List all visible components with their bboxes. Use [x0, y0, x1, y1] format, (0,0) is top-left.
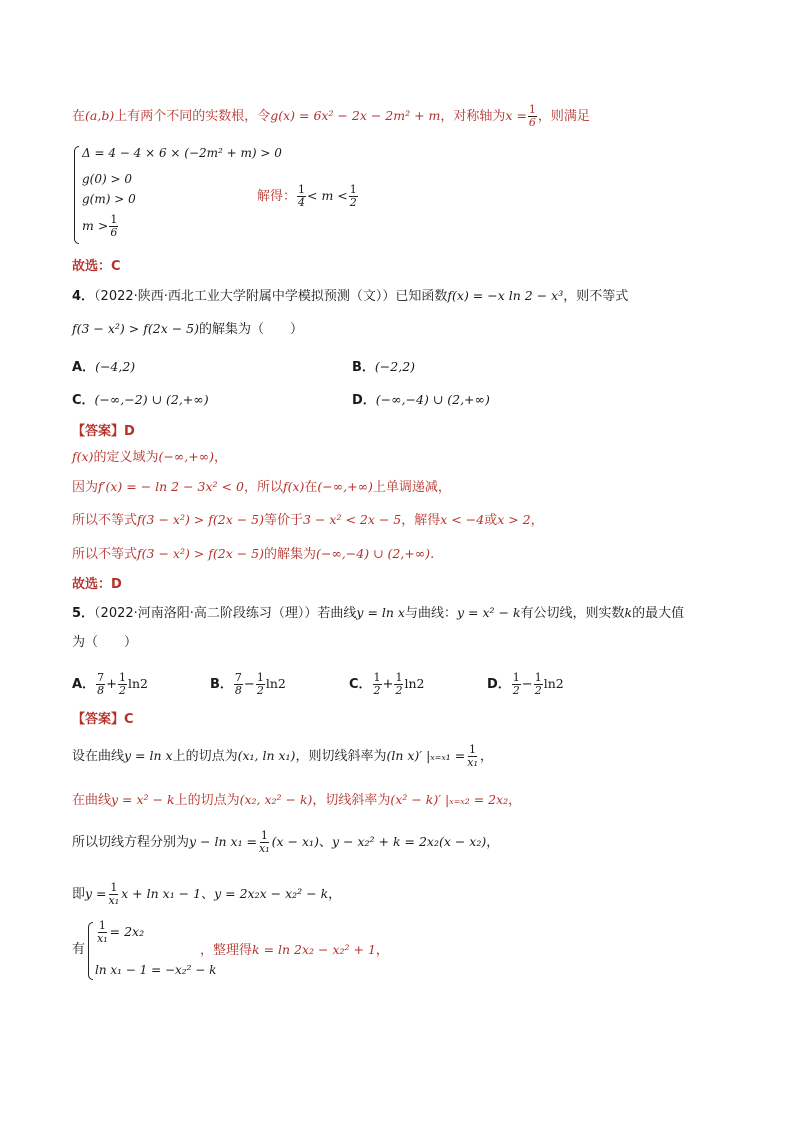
fraction: $\frac{1}{6}$ — [528, 103, 536, 129]
text: ，则满足 — [537, 109, 590, 124]
option-a[interactable]: A．(−4,2) — [72, 359, 136, 375]
system-row: ln x₁ − 1 = −x₂² − k — [95, 963, 217, 977]
solution-line: 在曲线y = x² − k上的切点为(x₂, x₂² − k)，切线斜率为(x² − k)′ |ₓ₌ₓ₂ = 2x₂， — [72, 792, 522, 808]
option-b[interactable]: B． $\frac{7}{8}$ − $\frac{1}{2}$ ln2 — [210, 671, 286, 697]
text-line-1 — [72, 104, 590, 129]
solution-line: 所以不等式f(3 − x²) > f(2x − 5)等价于3 − x² < 2x − 5，解得x < −4或x > 2， — [72, 512, 544, 528]
solution-line: ，整理得k = ln 2x₂ − x₂² + 1， — [200, 942, 389, 958]
solution-line: 所以切线方程分别为y − ln x₁ = $\frac{1}{\text{x₁}}$ (x − x₁)、y − x₂² + k = 2x₂(x − x₂)， — [72, 829, 500, 855]
answer-choice: 故选：D — [72, 577, 122, 592]
left-brace — [88, 922, 93, 980]
option-d[interactable]: D． $\frac{1}{2}$ − $\frac{1}{2}$ ln2 — [487, 671, 564, 697]
solution-line: 所以不等式f(3 − x²) > f(2x − 5)的解集为(−∞,−4) ∪ (2,+∞). — [72, 546, 435, 562]
answer-choice: 故选：C — [72, 259, 121, 274]
system-row: $\frac{1}{\text{x₁}}$ = 2x₂ — [97, 919, 145, 945]
question-5: 5．（2022·河南洛阳·高二阶段练习（理））若曲线y = ln x与曲线：y = x² − k有公切线，则实数k的最大值 — [72, 605, 685, 621]
solution-line: 因为f′(x) = − ln 2 − 3x² < 0，所以f(x)在(−∞,+∞)上单调递减， — [72, 479, 451, 495]
option-c[interactable]: C．(−∞,−2) ∪ (2,+∞) — [72, 392, 209, 408]
question-5-line2: 为（ ） — [72, 635, 138, 650]
option-b[interactable]: B．(−2,2) — [352, 359, 416, 375]
solution-line: 即y = $\frac{1}{\text{x₁}}$ x + ln x₁ − 1、y = 2x₂x − x₂² − k， — [72, 881, 342, 907]
question-4-line2: f(3 − x²) > f(2x − 5)的解集为（ ） — [72, 321, 304, 337]
solution-line: 解得： $\frac{1}{4}$ < m < $\frac{1}{2}$ — [257, 183, 357, 209]
math: x = — [505, 108, 527, 123]
answer-tag: 【答案】D — [72, 424, 135, 439]
text: ，对称轴为 — [440, 109, 506, 124]
text: 上有两个不同的实数根，令 — [114, 109, 271, 124]
text: 在 — [72, 109, 86, 124]
option-d[interactable]: D．(−∞,−4) ∪ (2,+∞) — [352, 392, 490, 408]
option-a[interactable]: A． $\frac{7}{8}$ + $\frac{1}{2}$ ln2 — [72, 671, 148, 697]
answer-tag: 【答案】C — [72, 712, 134, 727]
system-row: m > $\frac{1}{6}$ — [82, 213, 118, 239]
math: (a,b) — [85, 108, 115, 123]
system-row: g(0) > 0 — [82, 172, 132, 186]
left-brace — [74, 146, 79, 244]
system-row: g(m) > 0 — [82, 192, 136, 206]
question-4: 4．（2022·陕西·西北工业大学附属中学模拟预测（文））已知函数f(x) = −x ln 2 − x³，则不等式 — [72, 288, 629, 304]
solution-line: f(x)的定义域为(−∞,+∞)， — [72, 449, 227, 465]
system-row: Δ = 4 − 4 × 6 × (−2m² + m) > 0 — [82, 146, 282, 160]
system-prefix: 有 — [72, 942, 86, 957]
option-c[interactable]: C． $\frac{1}{2}$ + $\frac{1}{2}$ ln2 — [349, 671, 425, 697]
solution-line: 设在曲线y = ln x上的切点为(x₁, ln x₁)，则切线斜率为(ln x)′ |ₓ₌ₓ₁ = $\frac{1}{\text{x₁}}$ ， — [72, 743, 493, 769]
math: g(x) = 6x² − 2x − 2m² + m — [270, 108, 441, 123]
